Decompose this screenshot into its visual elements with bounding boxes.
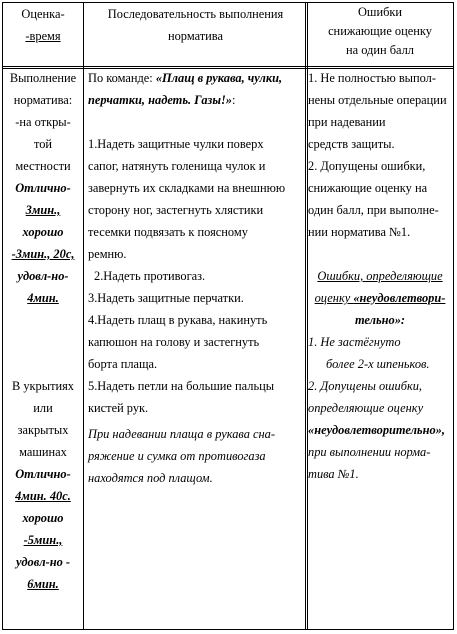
- sequence-column: По команде: «Плащ в рукава, чулки, перчатки, надеть. Газы!»: 1.Надеть защитные чулки поверх сапог, натянуть голенища чулок и завернуть их складками на внешнюю сторону ног, застегнуть хлястики тесемки подвязать к поясному ремню. 2.Надеть противогаз. 3.Надеть защитные перчатки. 4.Надеть плащ в рукава, накинуть капюшон на голову и застегнуть борта плаща. 5.Надеть петли на большие пальцы кистей рук. При надевании плаща в рукава сна- ряжение и сумка от противогаза находятся под плащом.: [88, 67, 303, 489]
- header-grade-time: Оценка- -время: [21, 7, 65, 43]
- normative-table: [2, 2, 454, 630]
- grade-time-column: Выполнение норматива: -на откры- той местности Отлично- 3мин., хорошо -3мин., 20с, удовл-но- 4мин. В укрытиях или закрытых машинах Отлично- 4мин. 40с. хорошо -5мин., удовл-но - 6мин.: [9, 71, 77, 591]
- header-sequence: Последовательность выполнения норматива: [107, 7, 284, 43]
- errors-column: 1. Не полностью выпол- нены отдельные операции при надевании средств защиты. 2. Допущены ошибки, снижающие оценку на один балл, при выполне- нии норматива №1. Ошибки, определяющие оценку «неудовлетвори- тельно»: 1. Не застёгнуто более 2-х шпеньков. 2. Допущены ошибки, определяющие оценку «неудовлетворительно», при выполнении норма- тива №1.: [308, 71, 447, 481]
- header-errors: Ошибки снижающие оценку на один балл: [328, 5, 432, 57]
- column-divider-1: [83, 3, 84, 629]
- command-line: По команде: «Плащ в рукава, чулки,: [88, 71, 283, 85]
